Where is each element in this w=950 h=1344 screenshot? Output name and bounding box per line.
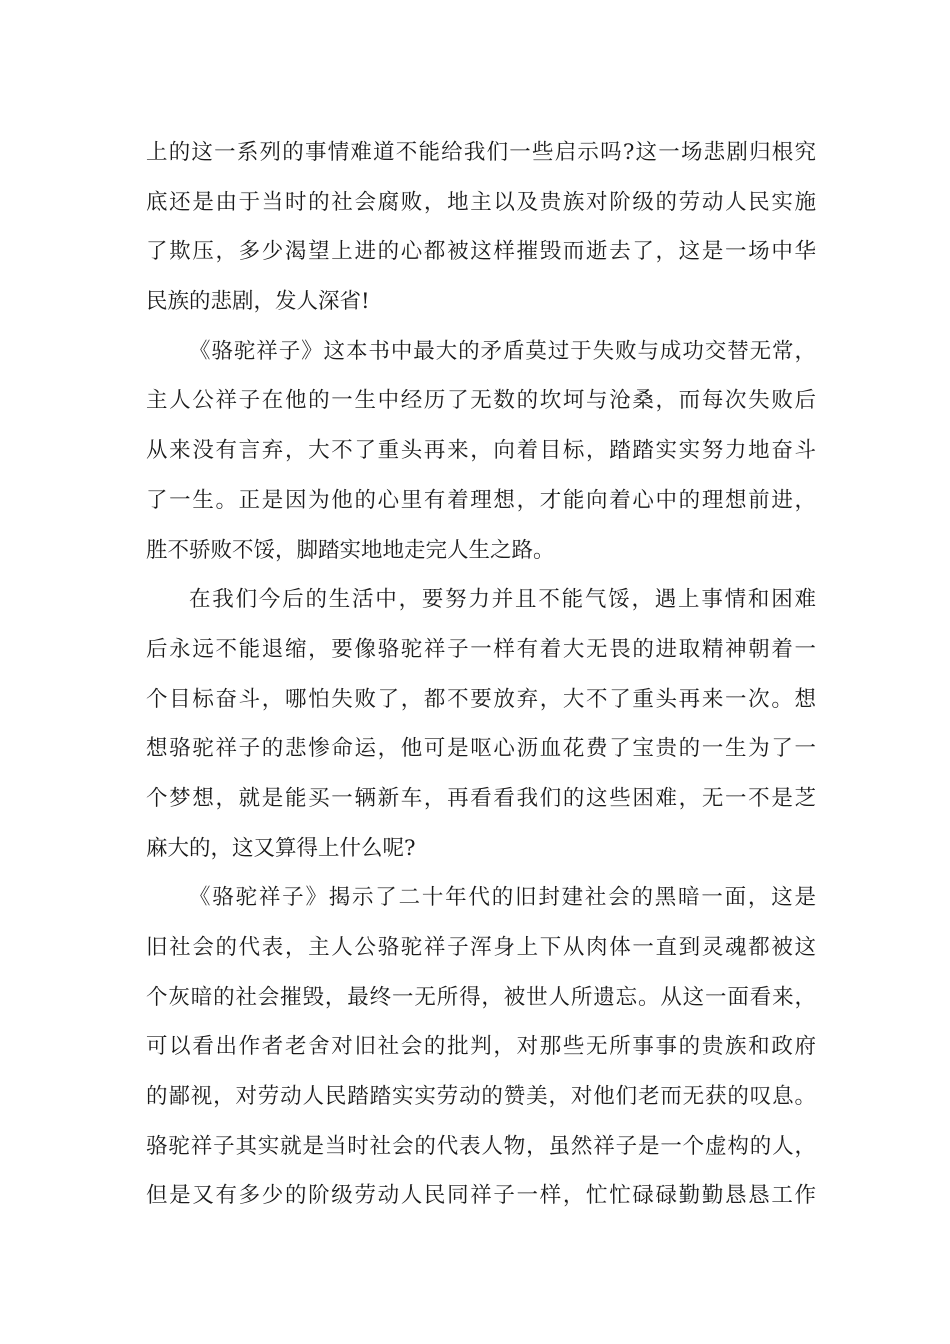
text-line: 想骆驼祥子的悲惨命运，他可是呕心沥血花费了宝贵的一生为了一: [146, 736, 816, 762]
body-text: [146, 128, 816, 1221]
paragraph-first-line: 《骆驼祥子》揭示了二十年代的旧封建社会的黑暗一面，这是: [189, 885, 816, 911]
text-line: 个目标奋斗，哪怕失败了，都不要放弃，大不了重头再来一次。想: [146, 686, 816, 712]
text-line: 从来没有言弃，大不了重头再来，向着目标，踏踏实实努力地奋斗: [146, 438, 816, 464]
paragraph-first-line: 在我们今后的生活中，要努力并且不能气馁，遇上事情和困难: [189, 587, 816, 613]
text-line: 后永远不能退缩，要像骆驼祥子一样有着大无畏的进取精神朝着一: [146, 636, 816, 662]
text-line: 了欺压，多少渴望上进的心都被这样摧毁而逝去了，这是一场中华: [146, 239, 816, 265]
text-line: 民族的悲剧，发人深省!: [146, 289, 370, 315]
text-line: 底还是由于当时的社会腐败，地主以及贵族对阶级的劳动人民实施: [146, 189, 816, 215]
text-line: 主人公祥子在他的一生中经历了无数的坎坷与沧桑，而每次失败后: [146, 388, 816, 414]
text-line: 了一生。正是因为他的心里有着理想，才能向着心中的理想前进，: [146, 487, 816, 513]
text-line: 但是又有多少的阶级劳动人民同祥子一样，忙忙碌碌勤勤恳恳工作: [146, 1183, 816, 1209]
text-line: 的鄙视，对劳动人民踏踏实实劳动的赞美，对他们老而无获的叹息。: [146, 1084, 816, 1110]
text-line: 可以看出作者老舍对旧社会的批判，对那些无所事事的贵族和政府: [146, 1034, 816, 1060]
text-line: 胜不骄败不馁，脚踏实地地走完人生之路。: [146, 537, 555, 563]
text-line: 麻大的，这又算得上什么呢?: [146, 835, 416, 861]
text-line: 旧社会的代表，主人公骆驼祥子浑身上下从肉体一直到灵魂都被这: [146, 935, 816, 960]
text-line: 个梦想，就是能买一辆新车，再看看我们的这些困难，无一不是芝: [146, 785, 816, 811]
text-line: 个灰暗的社会摧毁，最终一无所得，被世人所遗忘。从这一面看来，: [146, 984, 816, 1010]
text-line: 上的这一系列的事情难道不能给我们一些启示吗?这一场悲剧归根究: [146, 140, 816, 165]
text-line: 骆驼祥子其实就是当时社会的代表人物，虽然祥子是一个虚构的人，: [146, 1133, 816, 1159]
paragraph-first-line: 《骆驼祥子》这本书中最大的矛盾莫过于失败与成功交替无常，: [189, 338, 816, 364]
